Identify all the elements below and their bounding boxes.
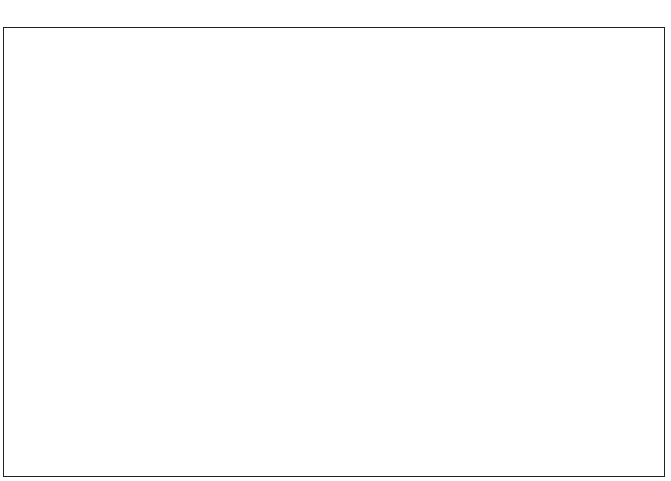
- budget-table: [3, 27, 665, 477]
